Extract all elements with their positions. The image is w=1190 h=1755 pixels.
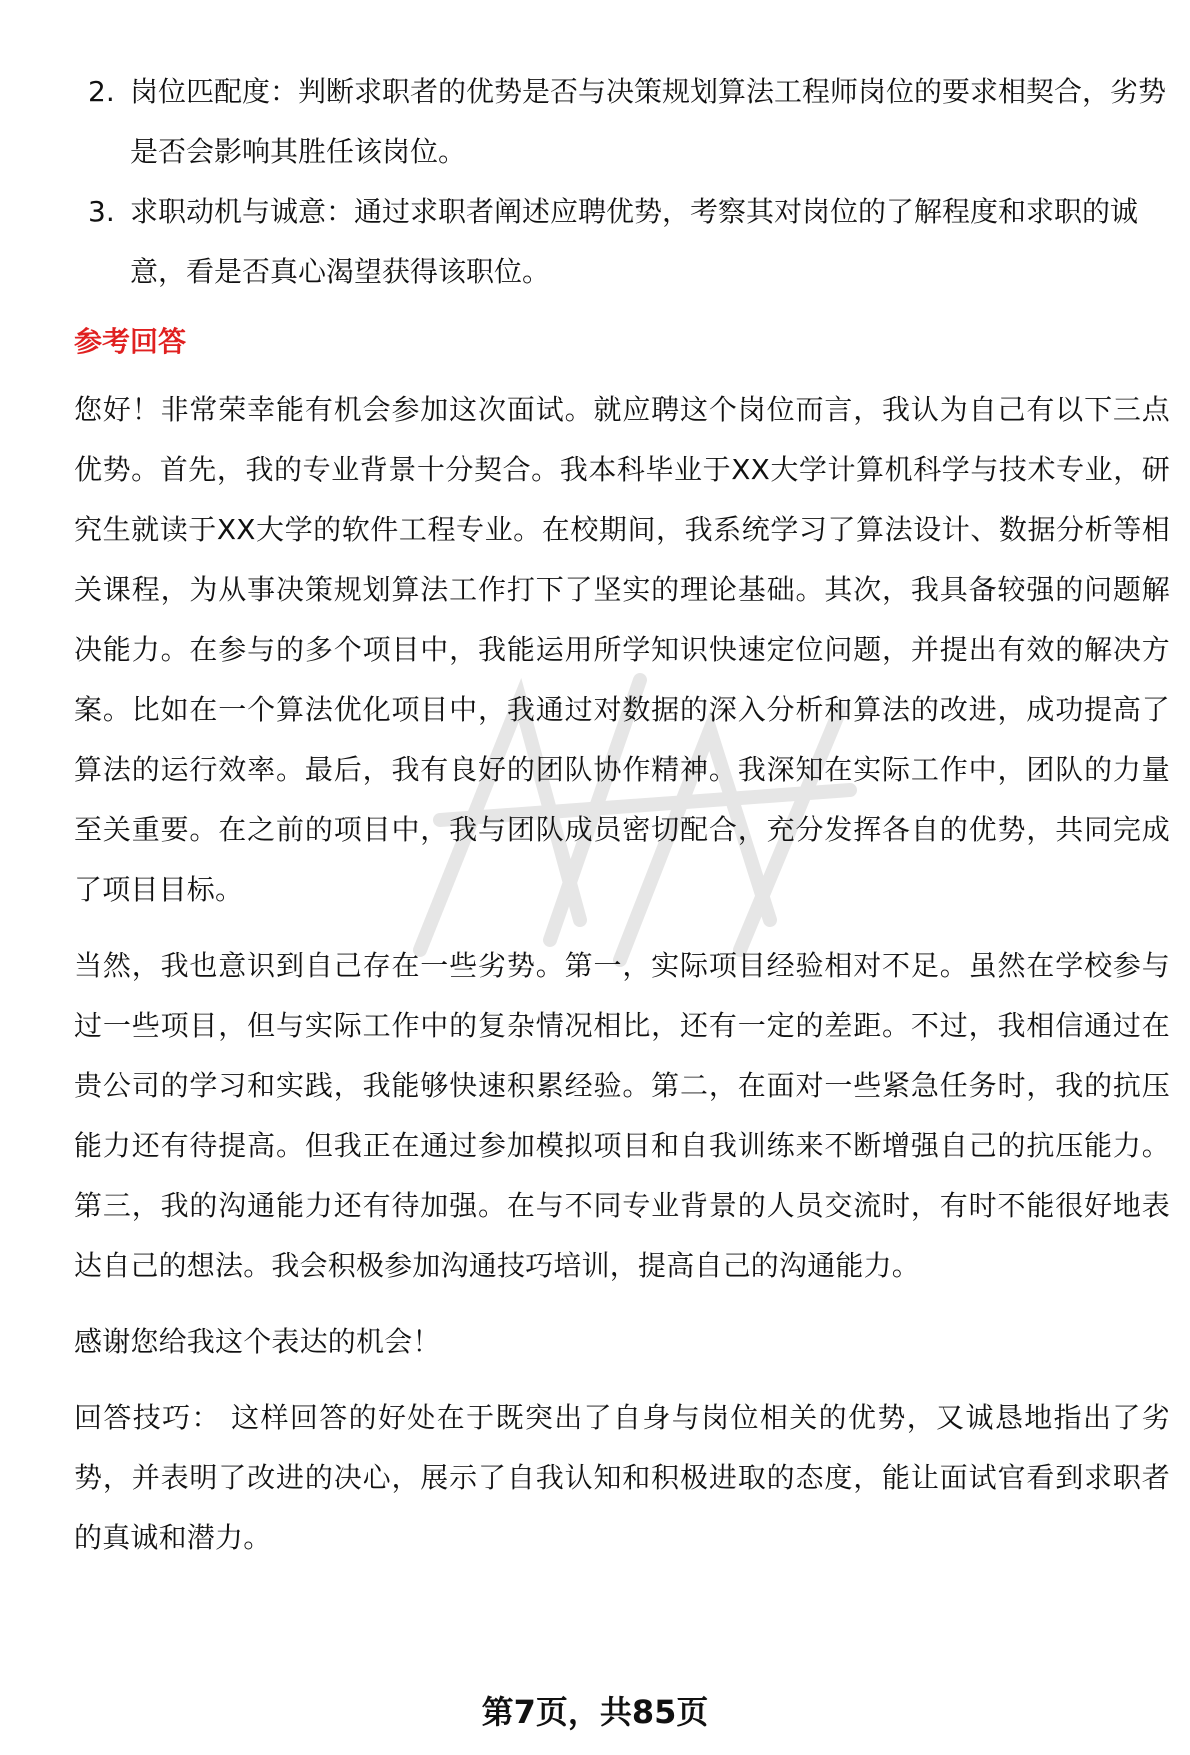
- answer-paragraph: 感谢您给我这个表达的机会！: [74, 1325, 441, 1358]
- list-text: 求职动机与诚意：通过求职者阐述应聘优势，考察其对岗位的了解程度和求职的诚意，看是否真心渴望获得该职位。: [130, 195, 1139, 288]
- answer-paragraph: 当然，我也意识到自己存在一些劣势。第一，实际项目经验相对不足。虽然在学校参与过一些项目，但与实际工作中的复杂情况相比，还有一定的差距。不过，我相信通过在贵公司的学习和实践，我能够快速积累经验。第二，在面对一些紧急任务时，我的抗压能力还有待提高。但我正在通过参加模拟项目和自我训练来不断增强自己的抗压能力。第三，我的沟通能力还有待加强。在与不同专业背景的人员交流时，有时不能很好地表达自己的想法。我会积极参加沟通技巧培训，提高自己的沟通能力。: [74, 949, 1170, 1282]
- list-number: 3.: [88, 195, 115, 228]
- list-number: 2.: [88, 75, 115, 108]
- document-content: [74, 62, 1170, 1568]
- section-heading: 参考回答: [74, 325, 187, 358]
- page-number-footer: 第7页，共85页: [481, 1693, 709, 1731]
- answer-tip: 回答技巧： 这样回答的好处在于既突出了自身与岗位相关的优势，又诚恳地指出了劣势，并表明了改进的决心，展示了自我认知和积极进取的态度，能让面试官看到求职者的真诚和潜力。: [74, 1401, 1170, 1554]
- list-item: [74, 62, 1170, 182]
- list-item: [74, 182, 1170, 302]
- answer-paragraph: 您好！非常荣幸能有机会参加这次面试。就应聘这个岗位而言，我认为自己有以下三点优势。首先，我的专业背景十分契合。我本科毕业于XX大学计算机科学与技术专业，研究生就读于XX大学的软件工程专业。在校期间，我系统学习了算法设计、数据分析等相关课程，为从事决策规划算法工作打下了坚实的理论基础。其次，我具备较强的问题解决能力。在参与的多个项目中，我能运用所学知识快速定位问题，并提出有效的解决方案。比如在一个算法优化项目中，我通过对数据的深入分析和算法的改进，成功提高了算法的运行效率。最后，我有良好的团队协作精神。我深知在实际工作中，团队的力量至关重要。在之前的项目中，我与团队成员密切配合，充分发挥各自的优势，共同完成了项目目标。: [74, 393, 1170, 906]
- list-text: 岗位匹配度：判断求职者的优势是否与决策规划算法工程师岗位的要求相契合，劣势是否会影响其胜任该岗位。: [130, 75, 1167, 168]
